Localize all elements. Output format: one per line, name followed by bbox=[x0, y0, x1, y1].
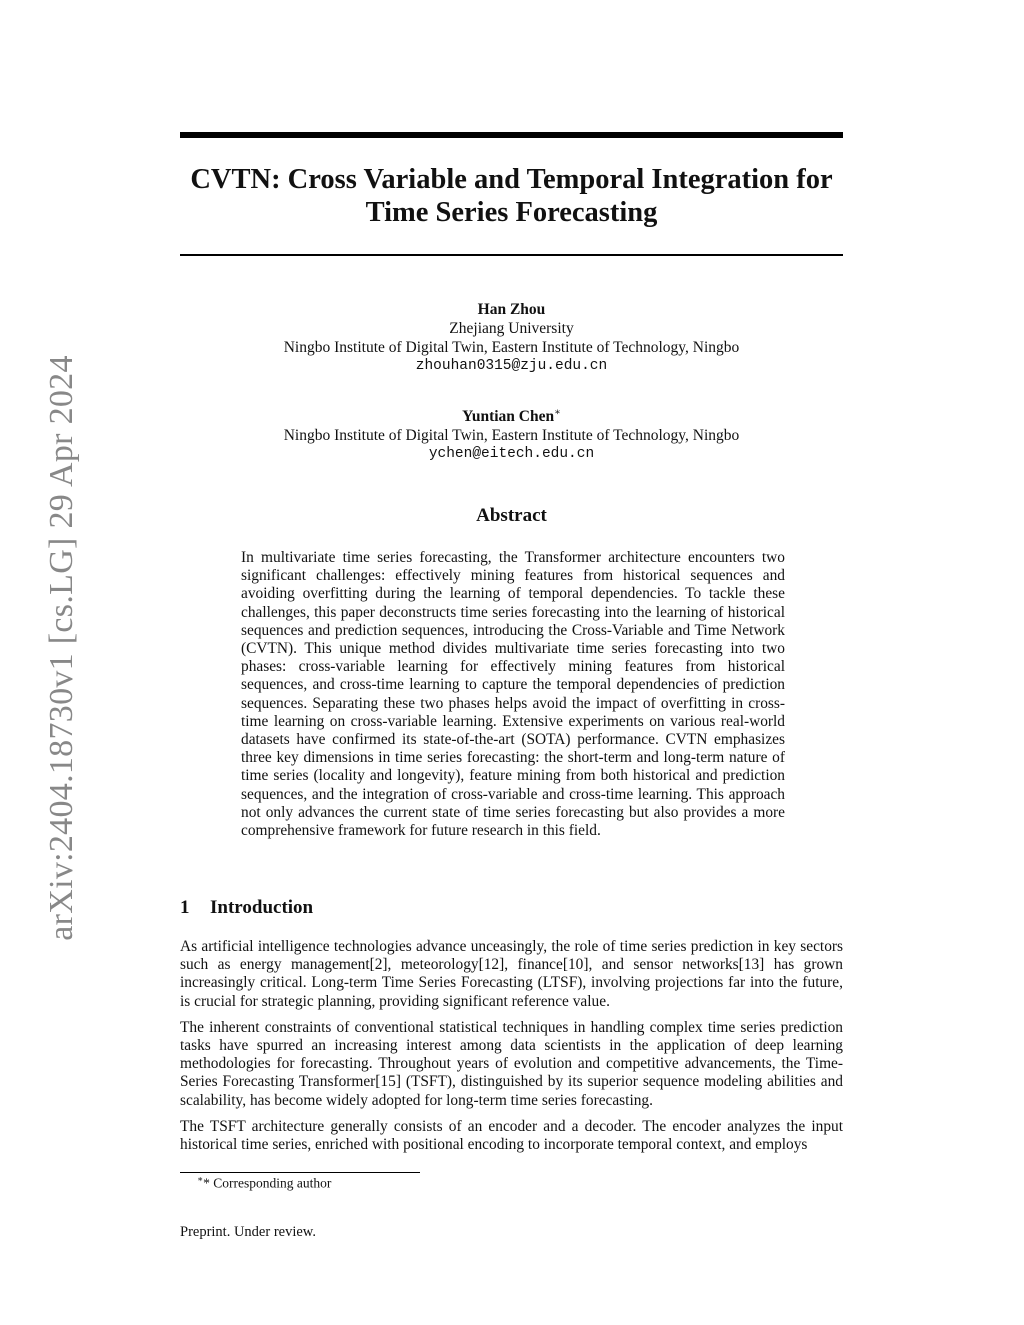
footnote bbox=[197, 1174, 331, 1192]
author-affiliation: Ningbo Institute of Digital Twin, Eastern Institute of Technology, Ningbo bbox=[283, 427, 740, 445]
abstract-heading: Abstract bbox=[476, 505, 547, 526]
author-affiliation: Ningbo Institute of Digital Twin, Eastern Institute of Technology, Ningbo bbox=[283, 339, 740, 356]
introduction-body bbox=[180, 938, 843, 1162]
section-heading bbox=[180, 897, 313, 919]
footnote-rule bbox=[180, 1172, 420, 1173]
title-line-1: CVTN: Cross Variable and Temporal Integration for bbox=[190, 164, 833, 195]
paragraph: The inherent constraints of conventional statistical techniques in handling complex time series prediction tasks have spurred an increasing interest among data scientists in the application of deep learning methodologies for forecasting. Throughout years of evolution and competitive advancements, the Time-Series Forecasting Transformer[15] (TSFT), distinguished by its superior sequence modeling abilities and scalability, has become widely adopted for long-term time series forecasting. bbox=[180, 1018, 843, 1109]
abstract-text: In multivariate time series forecasting, the Transformer architecture encounters two significant challenges: effectively mining features from historical sequences and avoiding overfitting during the learning of temporal dependencies. To tackle these challenges, this paper deconstructs time series forecasting into the learning of historical sequences and prediction sequences, introducing the Cross-Variable and Time Network (CVTN). This unique method divides multivariate time series forecasting into two phases: cross-variable learning for effectively mining features from historical sequences, and cross-time learning to capture the temporal dependencies of prediction sequences. Separating these two phases helps avoid the impact of overfitting in cross-time learning on cross-variable learning. Extensive experiments on various real-world datasets have confirmed its state-of-the-art (SOTA) performance. CVTN emphasizes three key dimensions in time series forecasting: the short-term and long-term nature of time series (locality and longevity), feature mining from both historical and prediction sequences, and the integration of cross-variable and cross-time learning. This approach not only advances the current state of time series forecasting but also provides a more comprehensive framework for future research in this field. bbox=[241, 549, 785, 840]
author-name: Han Zhou bbox=[477, 301, 546, 318]
paper-title bbox=[180, 163, 843, 229]
author-name: Yuntian Chen∗ bbox=[462, 407, 561, 426]
section-number: 1 bbox=[180, 897, 190, 918]
author-1 bbox=[180, 300, 843, 376]
paragraph: The TSFT architecture generally consists of an encoder and a decoder. The encoder analyzes the input historical time series, enriched with positional encoding to incorporate temporal context, and employs bbox=[180, 1117, 843, 1154]
footnote-mark: ∗ bbox=[197, 1174, 204, 1184]
preprint-note: Preprint. Under review. bbox=[180, 1224, 316, 1240]
paragraph: As artificial intelligence technologies advance unceasingly, the role of time series prediction in key sectors such as energy management[2], meteorology[12], finance[10], and sensor networks[13] has grown increasingly critical. Long-term Time Series Forecasting (LTSF), involving projections far into the future, is crucial for strategic planning, providing significant reference value. bbox=[180, 938, 843, 1010]
title-bottom-rule bbox=[180, 254, 843, 256]
author-email[interactable]: ychen@eitech.edu.cn bbox=[428, 446, 595, 463]
author-email[interactable]: zhouhan0315@zju.edu.cn bbox=[415, 358, 608, 374]
title-top-rule bbox=[180, 132, 843, 138]
section-title: Introduction bbox=[210, 897, 314, 918]
author-affiliation: Zhejiang University bbox=[449, 320, 574, 337]
arxiv-identifier: arXiv:2404.18730v1 [cs.LG] 29 Apr 2024 bbox=[43, 355, 80, 941]
author-2 bbox=[180, 403, 843, 464]
author-list bbox=[180, 300, 843, 491]
footnote-text: * Corresponding author bbox=[203, 1175, 332, 1191]
corresponding-mark: ∗ bbox=[554, 407, 561, 418]
title-line-2: Time Series Forecasting bbox=[365, 197, 658, 228]
